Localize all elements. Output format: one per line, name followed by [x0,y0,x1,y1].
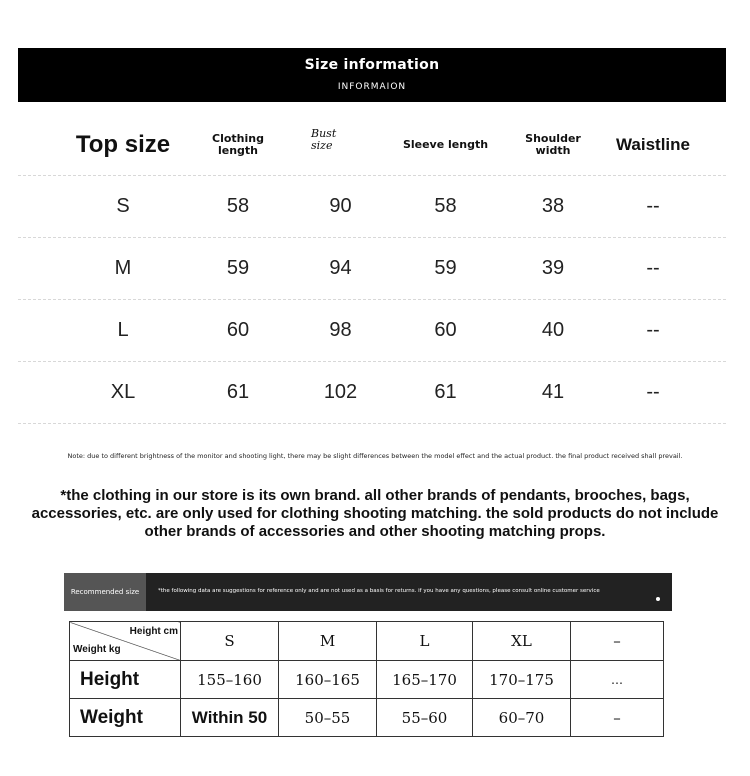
corner-height-label: Height cm [129,626,178,637]
header-clothing-length-line1: Clothing [212,132,264,145]
height-xl: 170–175 [473,661,571,699]
size-row-l [18,300,726,362]
header-bust-size-line2: size [311,139,333,152]
height-s: 155–160 [181,661,279,699]
size-row-xl [18,362,726,424]
banner-title: Size information [304,57,440,73]
weight-xl: 60–70 [473,699,571,737]
recommended-size-note: *the following data are suggestions for reference only and are not used as a basis for returns. if you have any questions, please consult online customer service [158,588,600,594]
bust-size-value: 102 [323,381,358,403]
clothing-length-value: 61 [226,381,250,403]
waistline-value: -- [646,257,660,279]
column-m: M [279,622,377,661]
recommended-size-label: Recommended size [64,573,146,611]
shoulder-width-value: 40 [541,319,565,341]
weight-s: Within 50 [181,699,279,737]
sleeve-length-value: 59 [434,257,457,279]
dot-icon [656,597,660,601]
sleeve-length-value: 58 [434,195,457,217]
shoulder-width-value: 41 [541,381,565,403]
corner-weight-label: Weight kg [73,644,121,655]
header-bust-size-line1: Bust [311,127,337,140]
size-label: M [114,257,132,279]
clothing-length-value: 58 [226,195,250,217]
height-m: 160–165 [279,661,377,699]
waistline-value: -- [646,319,660,341]
size-row-m [18,238,726,300]
height-extra: … [571,661,664,699]
header-shoulder-width [508,115,598,175]
header-clothing-length [193,115,283,175]
weight-l: 55–60 [377,699,473,737]
weight-m: 50–55 [279,699,377,737]
bust-size-value: 98 [329,319,352,341]
weight-row [70,699,664,737]
sleeve-length-value: 61 [434,381,457,403]
monitor-note: Note: due to different brightness of the monitor and shooting light, there may be slight differences between the model effect and the actual product. the final product received shall prevail. [67,452,683,460]
bust-size-value: 90 [329,195,352,217]
banner-subtitle: INFORMAION [337,82,407,92]
bust-size-value: 94 [329,257,352,279]
size-row-s [18,176,726,238]
size-label: S [116,195,130,217]
clothing-length-value: 60 [226,319,250,341]
size-label: L [117,319,129,341]
size-table [18,115,726,424]
header-sleeve-length: Sleeve length [402,138,489,151]
column-l: L [377,622,473,661]
size-label: XL [110,381,136,403]
header-clothing-length-line2: length [217,144,259,157]
header-waistline: Waistline [616,135,690,154]
height-l: 165–170 [377,661,473,699]
weight-extra: – [571,699,664,737]
height-row [70,661,664,699]
column-extra: – [571,622,664,661]
header-bust-size [298,115,383,175]
recommended-size-bar [64,573,672,611]
weight-label: Weight [70,699,181,737]
header-shoulder-width-line2: width [535,144,571,157]
column-xl: XL [473,622,571,661]
shoulder-width-value: 39 [541,257,565,279]
brand-notice: *the clothing in our store is its own brand. all other brands of pendants, brooches, bags, accessories, etc. are only used for clothing shooting matching. the sold products do not include other brands of accessories and other shooting matching props. [31,487,719,540]
waistline-value: -- [646,195,660,217]
header-top-size: Top size [75,131,171,158]
recommended-header-row [70,622,664,661]
waistline-value: -- [646,381,660,403]
clothing-length-value: 59 [226,257,250,279]
recommended-size-table [69,621,664,737]
column-s: S [181,622,279,661]
shoulder-width-value: 38 [541,195,565,217]
size-table-header [18,115,726,176]
height-label: Height [70,661,181,699]
corner-cell [70,622,181,661]
sleeve-length-value: 60 [434,319,457,341]
header-shoulder-width-line1: Shoulder [525,132,581,145]
size-information-banner [18,48,726,102]
